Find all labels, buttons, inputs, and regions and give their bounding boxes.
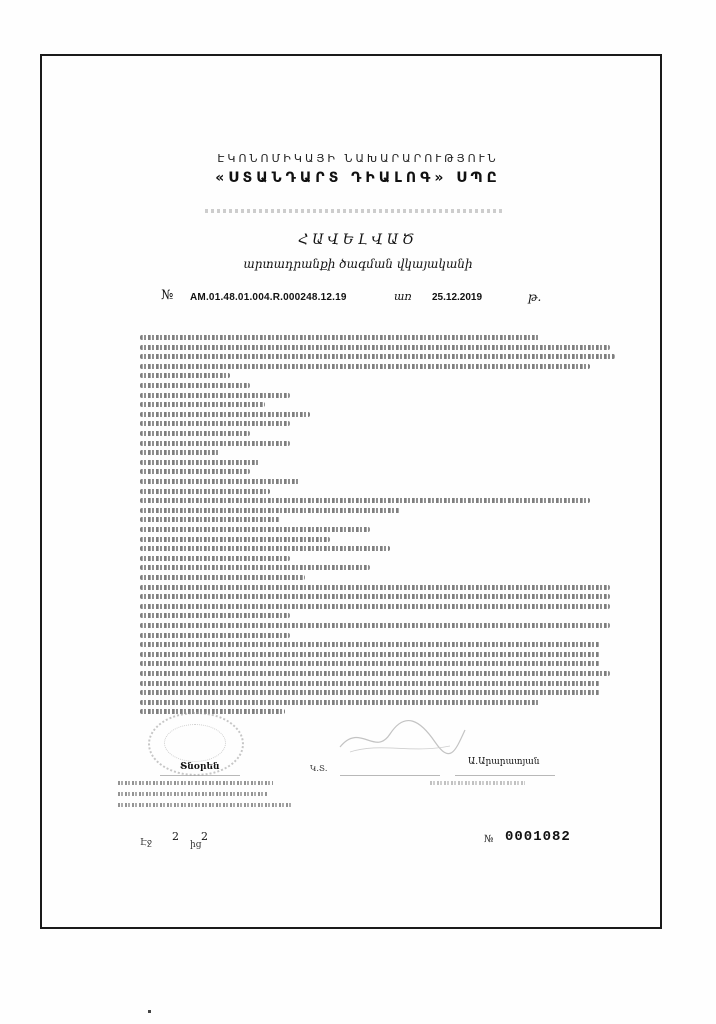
- organization-name: «ՍՏԱՆԴԱՐՏ ԴԻԱԼՈԳ» ՍՊԸ: [215, 170, 501, 186]
- illegible-text-line: [140, 373, 230, 378]
- illegible-text-line: [140, 575, 305, 580]
- illegible-text-line: [140, 661, 600, 666]
- illegible-text-line: [140, 364, 590, 369]
- illegible-text-line: [140, 681, 600, 686]
- sheet-label: Էջ: [140, 838, 152, 848]
- illegible-text-line: [140, 633, 290, 638]
- illegible-text-line: [140, 556, 290, 561]
- certificate-date-label: առ: [394, 290, 412, 303]
- signature-line-middle: [340, 775, 440, 776]
- certificate-number: AM.01.48.01.004.R.000248.12.19: [190, 292, 347, 303]
- illegible-text-line: [140, 604, 610, 609]
- illegible-text-line: [140, 613, 290, 618]
- illegible-text-line: [140, 441, 290, 446]
- illegible-text-line: [140, 460, 260, 465]
- certificate-date: 25.12.2019: [432, 292, 483, 303]
- document-subtitle: արտադրանքի ծագման վկայականի: [243, 257, 473, 271]
- illegible-text-line: [140, 479, 300, 484]
- illegible-text-line: [140, 345, 610, 350]
- illegible-text-line: [140, 498, 590, 503]
- certificate-number-label: №: [161, 288, 174, 303]
- signature-scribble: [330, 712, 470, 762]
- illegible-text-line: [140, 393, 290, 398]
- ministry-heading: ԷԿՈՆՈՄԻԿԱՅԻ ՆԱԽԱՐԱՐՈՒԹՅՈՒՆ: [217, 152, 499, 165]
- scan-speck: [148, 1010, 151, 1013]
- document-title: ՀԱՎԵԼՎԱԾ: [298, 232, 418, 248]
- signature-left-label: Տնօրեն: [180, 762, 220, 772]
- year-suffix: թ.: [528, 290, 542, 304]
- illegible-text-line: [140, 335, 540, 340]
- illegible-text-line: [140, 565, 370, 570]
- illegible-text-line: [140, 489, 270, 494]
- illegible-text-line: [140, 671, 610, 676]
- illegible-text-line: [140, 594, 610, 599]
- illegible-text-line: [140, 412, 310, 417]
- illegible-text-line: [140, 537, 330, 542]
- illegible-text-line: [140, 585, 610, 590]
- sheet-of-label: ից: [190, 840, 202, 850]
- total-sheets: 2: [201, 830, 208, 843]
- illegible-text-line: [140, 354, 615, 359]
- illegible-text-line: [140, 527, 370, 532]
- illegible-text-line: [140, 431, 250, 436]
- illegible-text-line: [140, 690, 600, 695]
- illegible-text-line: [140, 421, 290, 426]
- signature-line-right: [455, 775, 555, 776]
- illegible-text-line: [140, 383, 250, 388]
- illegible-footer-text: [118, 792, 268, 796]
- illegible-footer-text: [430, 781, 525, 785]
- illegible-footer-text: [118, 803, 293, 807]
- illegible-text-line: [140, 402, 265, 407]
- illegible-text-line: [140, 508, 400, 513]
- signatory-name: Ա.Արարատյան: [468, 757, 540, 767]
- illegible-text-line: [140, 546, 390, 551]
- illegible-footer-text: [118, 781, 273, 785]
- stamp-seal-inner-ring: [164, 724, 226, 762]
- seal-mark: Կ.Տ.: [310, 764, 328, 773]
- serial-number: 0001082: [505, 829, 571, 845]
- illegible-text-line: [140, 700, 540, 705]
- illegible-text-line: [140, 469, 250, 474]
- illegible-text-line: [140, 623, 610, 628]
- sheet-number: 2: [172, 830, 179, 843]
- signature-line-left: [160, 775, 240, 776]
- illegible-text-line: [140, 517, 280, 522]
- illegible-text-line: [140, 652, 600, 657]
- faint-subheading-text: [205, 209, 505, 213]
- illegible-text-line: [140, 642, 600, 647]
- illegible-text-line: [140, 450, 220, 455]
- serial-number-label: №: [484, 834, 494, 845]
